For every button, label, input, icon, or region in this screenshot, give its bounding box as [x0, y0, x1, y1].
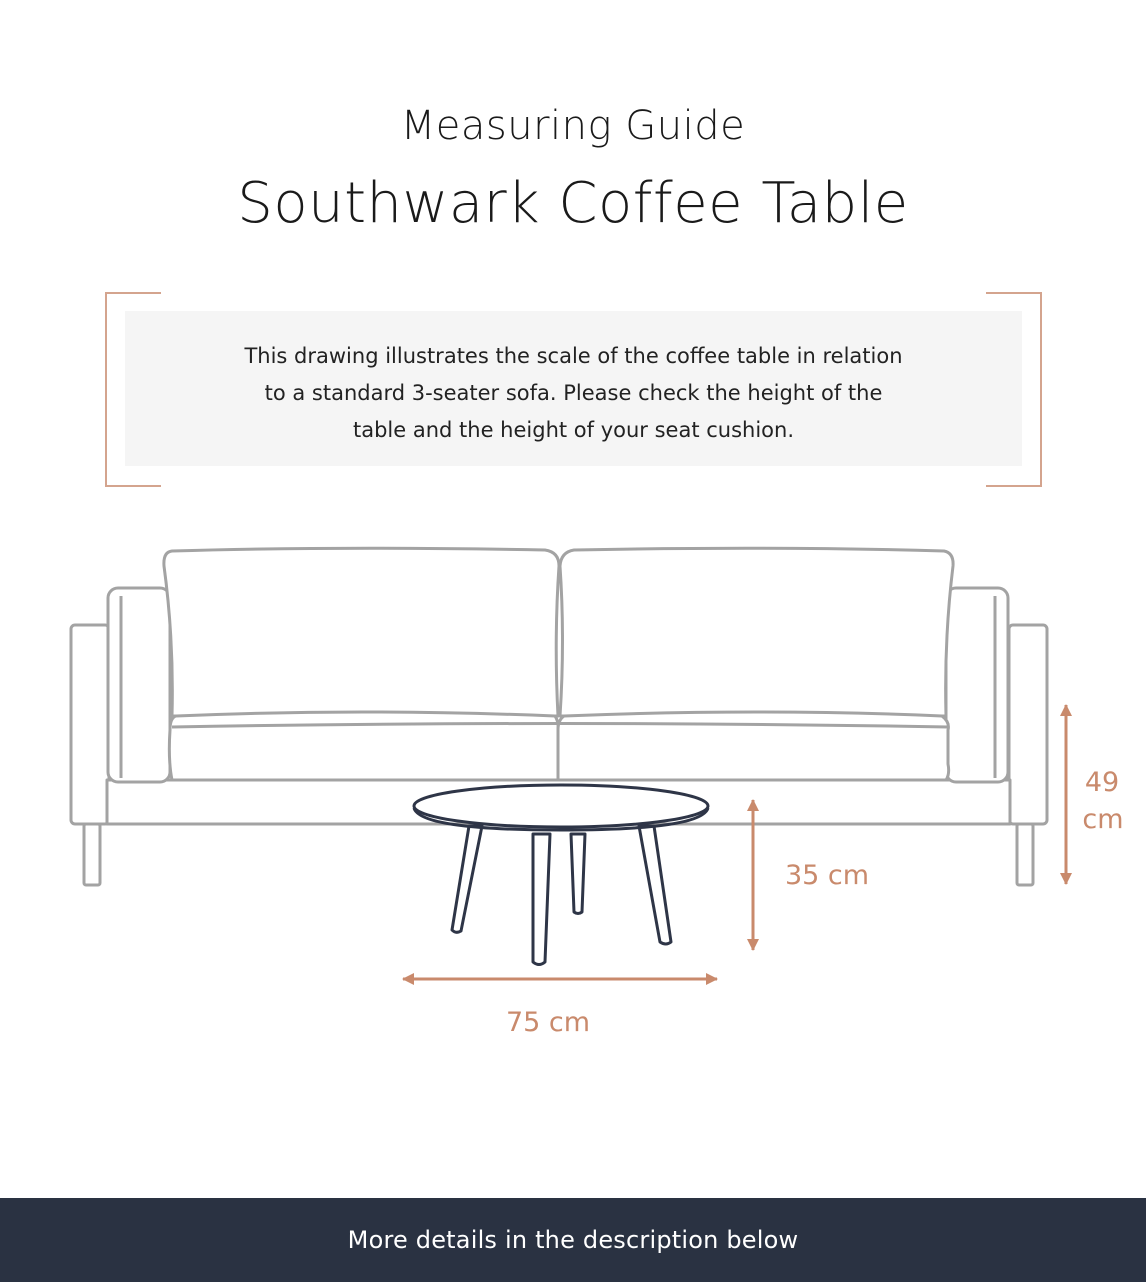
sofa-arm-left	[71, 625, 109, 824]
sofa-back-cushion-left	[164, 548, 559, 716]
sofa-inner-arm-right	[946, 588, 1008, 782]
sofa-leg-right	[1017, 824, 1033, 885]
guide-subtitle: Measuring Guide	[400, 103, 746, 149]
sofa-back-cushion-right	[560, 548, 953, 716]
table-leg-left	[452, 826, 482, 932]
note-line: to a standard 3-seater sofa. Please check the height of the	[264, 381, 883, 405]
product-title: Southwark Coffee Table	[237, 171, 909, 236]
table-leg-front	[533, 834, 550, 965]
note-line: table and the height of your seat cushion.	[352, 418, 795, 442]
table-width-dimension	[403, 979, 717, 1038]
coffee-table-drawing	[414, 785, 708, 965]
note-line: This drawing illustrates the scale of the coffee table in relation	[244, 344, 903, 368]
table-height-label: 35 cm	[784, 860, 870, 891]
table-width-label: 75 cm	[505, 1007, 591, 1038]
sofa-leg-left	[84, 824, 100, 885]
sofa-height-value: 49	[1084, 767, 1120, 798]
sofa-height-dimension	[1066, 705, 1124, 884]
sofa-drawing	[71, 548, 1047, 885]
sofa-arm-right	[1009, 625, 1047, 824]
table-leg-right	[639, 826, 671, 944]
sofa-inner-arm-left	[108, 588, 170, 782]
footer-text: More details in the description below	[347, 1226, 799, 1254]
footer-bar	[0, 1198, 1146, 1282]
sofa-height-unit: cm	[1082, 804, 1124, 835]
table-leg-back	[571, 834, 585, 914]
table-top	[414, 785, 708, 827]
